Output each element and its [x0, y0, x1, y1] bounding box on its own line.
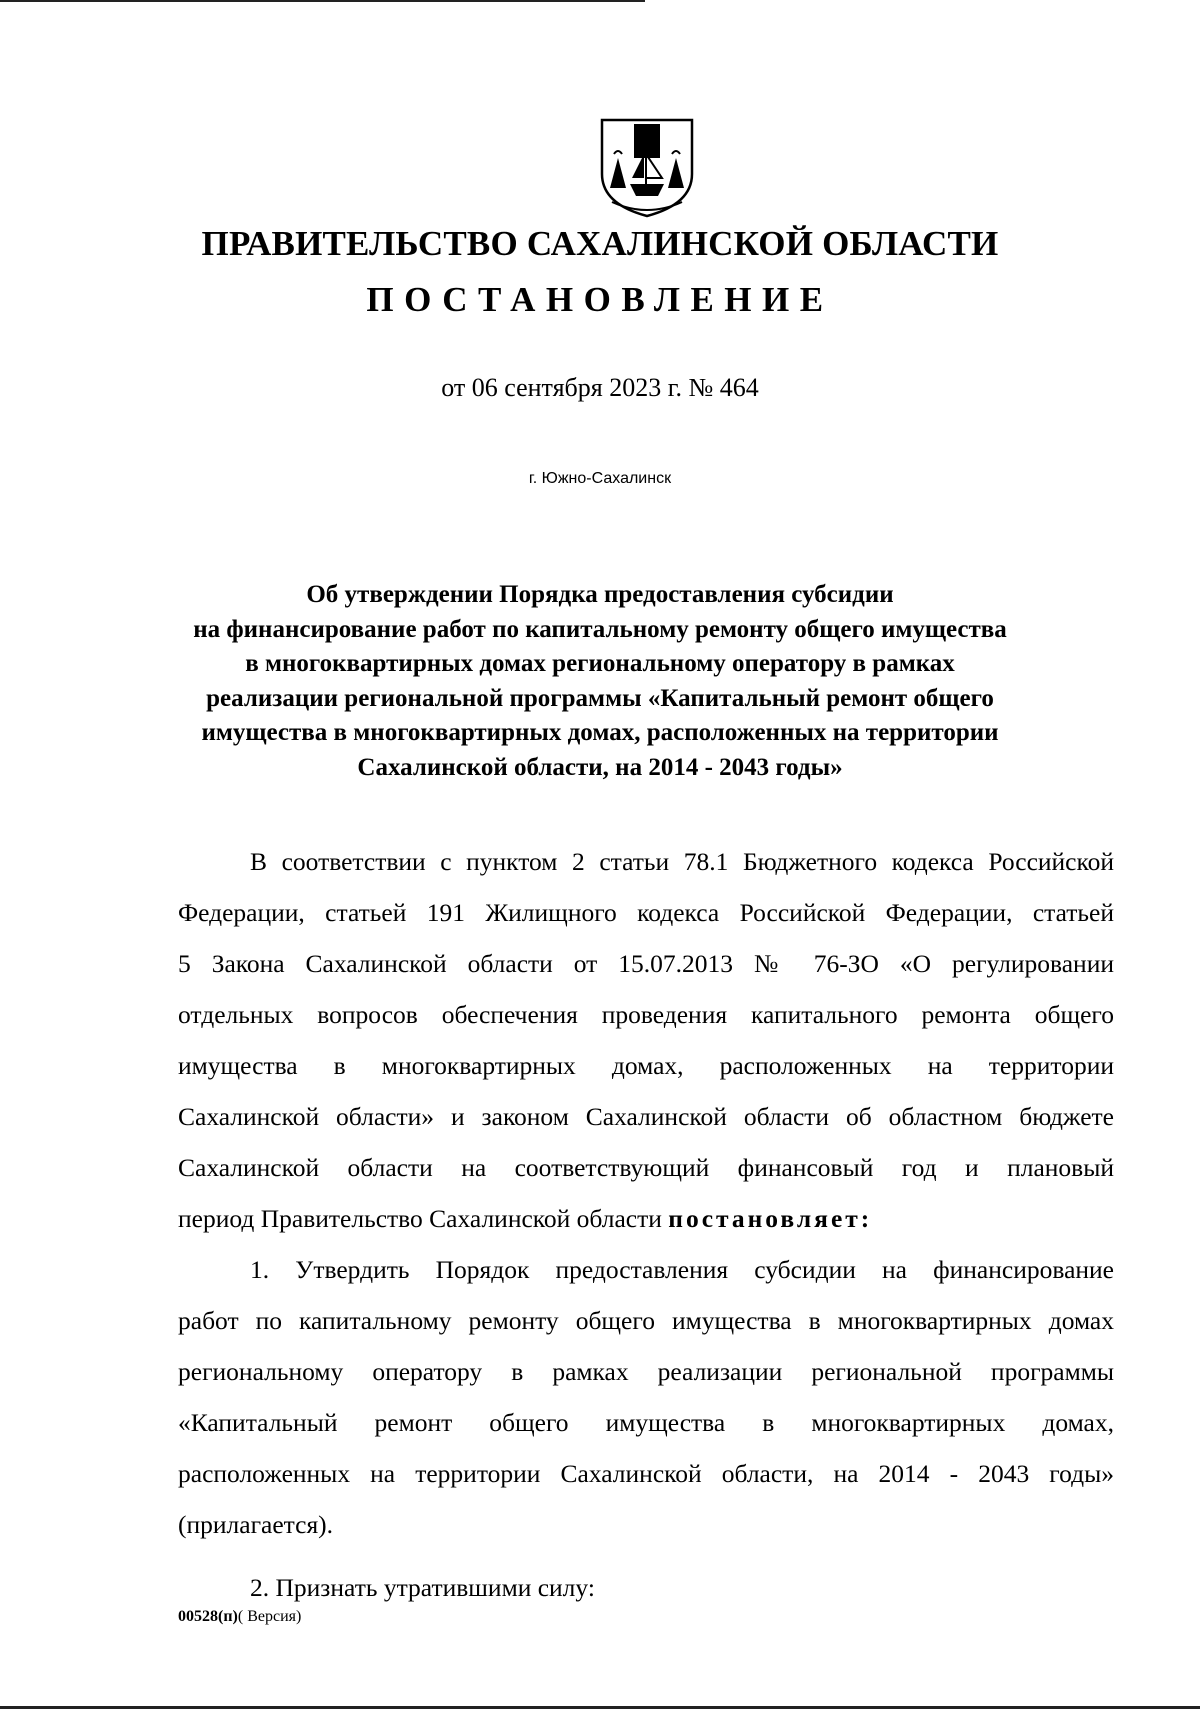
coat-of-arms-icon — [600, 118, 694, 218]
preamble-line: Сахалинской области» и законом Сахалинской области об областном бюджете — [178, 1102, 1114, 1131]
document-body — [178, 836, 1114, 1613]
paragraph-gap — [178, 1550, 1114, 1562]
preamble-line: В соответствии с пунктом 2 статьи 78.1 Бюджетного кодекса Российской — [250, 847, 1114, 876]
document-date-number: от 06 сентября 2023 г. № 464 — [441, 373, 759, 402]
subject-line: Об утверждении Порядка предоставления субсидии — [306, 581, 894, 608]
subject-line: на финансирование работ по капитальному ремонту общего имущества — [193, 615, 1007, 643]
preamble-line: имущества в многоквартирных домах, расположенных на территории — [178, 1051, 1114, 1080]
subject-line: Сахалинской области, на 2014 - 2043 годы» — [357, 753, 843, 781]
item-1-line: «Капитальный ремонт общего имущества в многоквартирных домах, — [178, 1408, 1114, 1437]
preamble-last-line — [178, 1193, 1114, 1244]
form-code-footer — [178, 1608, 301, 1626]
preamble-line: Сахалинской области на соответствующий финансовый год и плановый — [178, 1153, 1114, 1182]
item-1-line: 1. Утвердить Порядок предоставления субсидии на финансирование — [250, 1255, 1114, 1284]
item-1-line: региональному оператору в рамках реализации региональной программы — [178, 1357, 1114, 1386]
item-1-line: расположенных на территории Сахалинской области, на 2014 - 2043 годы» — [178, 1459, 1114, 1488]
subject-line: имущества в многоквартирных домах, расположенных на территории — [201, 719, 999, 746]
item-1-line: (прилагается). — [178, 1510, 334, 1539]
preamble-last-text: период Правительство Сахалинской области — [178, 1204, 662, 1233]
subject-line: реализации региональной программы «Капитальный ремонт общего — [206, 684, 994, 712]
scan-edge-top — [0, 0, 645, 2]
item-1-line: работ по капитальному ремонту общего имущества в многоквартирных домах — [178, 1306, 1114, 1335]
organization-title: ПРАВИТЕЛЬСТВО САХАЛИНСКОЙ ОБЛАСТИ — [201, 224, 999, 263]
document-place: г. Южно-Сахалинск — [528, 470, 672, 487]
document-kind: ПОСТАНОВЛЕНИЕ — [366, 280, 834, 319]
preamble-line: Федерации, статьей 191 Жилищного кодекса Российской Федерации, статьей — [178, 898, 1114, 927]
preamble-line: 5 Закона Сахалинской области от 15.07.2013 № 76-ЗО «О регулировании — [178, 949, 1114, 978]
document-subject — [150, 578, 1050, 785]
decree-word: постановляет: — [668, 1204, 873, 1233]
form-version: ( Версия) — [237, 1608, 302, 1625]
item-2: 2. Признать утратившими силу: — [250, 1573, 595, 1602]
preamble-line: отдельных вопросов обеспечения проведения капитального ремонта общего — [178, 1000, 1114, 1029]
form-code: 00528(п) — [178, 1608, 238, 1625]
subject-line: в многоквартирных домах региональному оператору в рамках — [245, 650, 955, 677]
